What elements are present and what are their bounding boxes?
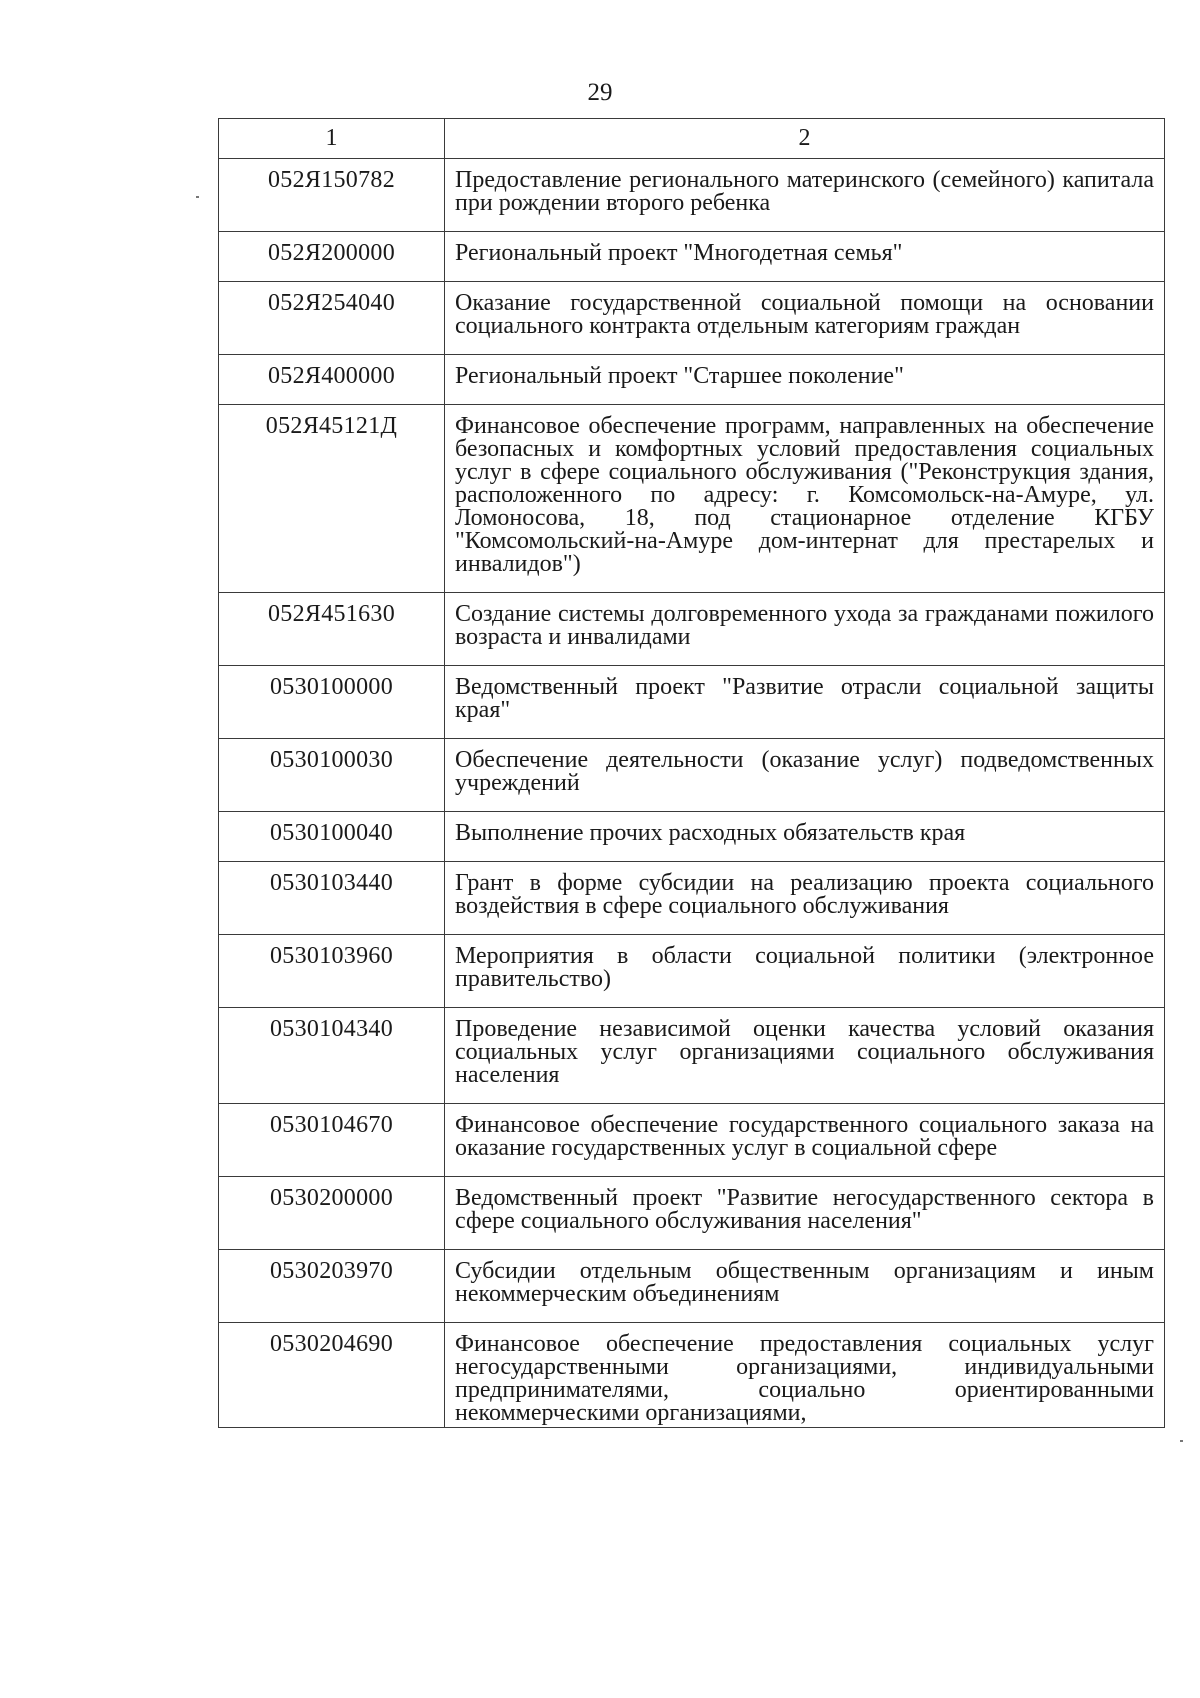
row-code: 0530104670 [219,1104,445,1177]
page-number: 29 [587,79,613,106]
row-code: 0530104340 [219,1008,445,1104]
table-row [219,935,1165,1008]
table-row [219,232,1165,282]
row-code: 0530103440 [219,862,445,935]
table-row [219,1177,1165,1250]
column-header-description: 2 [445,119,1165,159]
row-description: Создание системы долговременного ухода за гражданами пожилого возраста и инвалидами [445,593,1165,666]
row-code: 0530100030 [219,739,445,812]
row-code: 0530103960 [219,935,445,1008]
scan-speck [196,196,199,198]
row-description: Проведение независимой оценки качества условий оказания социальных услуг организациями социального обслуживания населения [445,1008,1165,1104]
row-code: 052Я150782 [219,159,445,232]
table-row [219,405,1165,593]
table-row [219,355,1165,405]
row-description: Оказание государственной социальной помощи на основании социального контракта отдельным категориям граждан [445,282,1165,355]
row-code: 0530204690 [219,1323,445,1428]
row-description: Региональный проект "Старшее поколение" [445,355,1165,405]
row-code: 0530100040 [219,812,445,862]
table-row [219,1323,1165,1428]
scan-speck [1180,1440,1183,1442]
table-row [219,159,1165,232]
table-header-row [219,119,1165,159]
row-code: 0530200000 [219,1177,445,1250]
table-row [219,1008,1165,1104]
row-description: Предоставление регионального материнского (семейного) капитала при рождении второго ребенка [445,159,1165,232]
row-code: 052Я451630 [219,593,445,666]
table-row [219,862,1165,935]
row-code: 0530203970 [219,1250,445,1323]
row-code: 0530100000 [219,666,445,739]
row-description: Финансовое обеспечение программ, направленных на обеспечение безопасных и комфортных условий предоставления социальных услуг в сфере социального обслуживания ("Реконструкция здания, расположенного по адресу: г. Комсомольск-на-Амуре, ул. Ломоносова, 18, под стационарное отделение КГБУ "Комсомольский-на-Амуре дом-интернат для престарелых и инвалидов") [445,405,1165,593]
row-code: 052Я200000 [219,232,445,282]
budget-code-table [218,118,1165,1428]
row-description: Выполнение прочих расходных обязательств края [445,812,1165,862]
row-code: 052Я254040 [219,282,445,355]
table-row [219,282,1165,355]
row-description: Мероприятия в области социальной политики (электронное правительство) [445,935,1165,1008]
row-description: Обеспечение деятельности (оказание услуг) подведомственных учреждений [445,739,1165,812]
table-row [219,1104,1165,1177]
table-row [219,812,1165,862]
table-row [219,739,1165,812]
row-description: Ведомственный проект "Развитие отрасли социальной защиты края" [445,666,1165,739]
row-code: 052Я45121Д [219,405,445,593]
row-description: Грант в форме субсидии на реализацию проекта социального воздействия в сфере социального обслуживания [445,862,1165,935]
table-row [219,666,1165,739]
row-description: Ведомственный проект "Развитие негосударственного сектора в сфере социального обслуживания населения" [445,1177,1165,1250]
table-row [219,593,1165,666]
row-description: Финансовое обеспечение государственного социального заказа на оказание государственных услуг в социальной сфере [445,1104,1165,1177]
row-description: Финансовое обеспечение предоставления социальных услуг негосударственными организациями, индивидуальными предпринимателями, социально ориентированными некоммерческими организациями, [445,1323,1165,1428]
row-description: Региональный проект "Многодетная семья" [445,232,1165,282]
row-code: 052Я400000 [219,355,445,405]
table-row [219,1250,1165,1323]
row-description: Субсидии отдельным общественным организациям и иным некоммерческим объединениям [445,1250,1165,1323]
column-header-code: 1 [219,119,445,159]
